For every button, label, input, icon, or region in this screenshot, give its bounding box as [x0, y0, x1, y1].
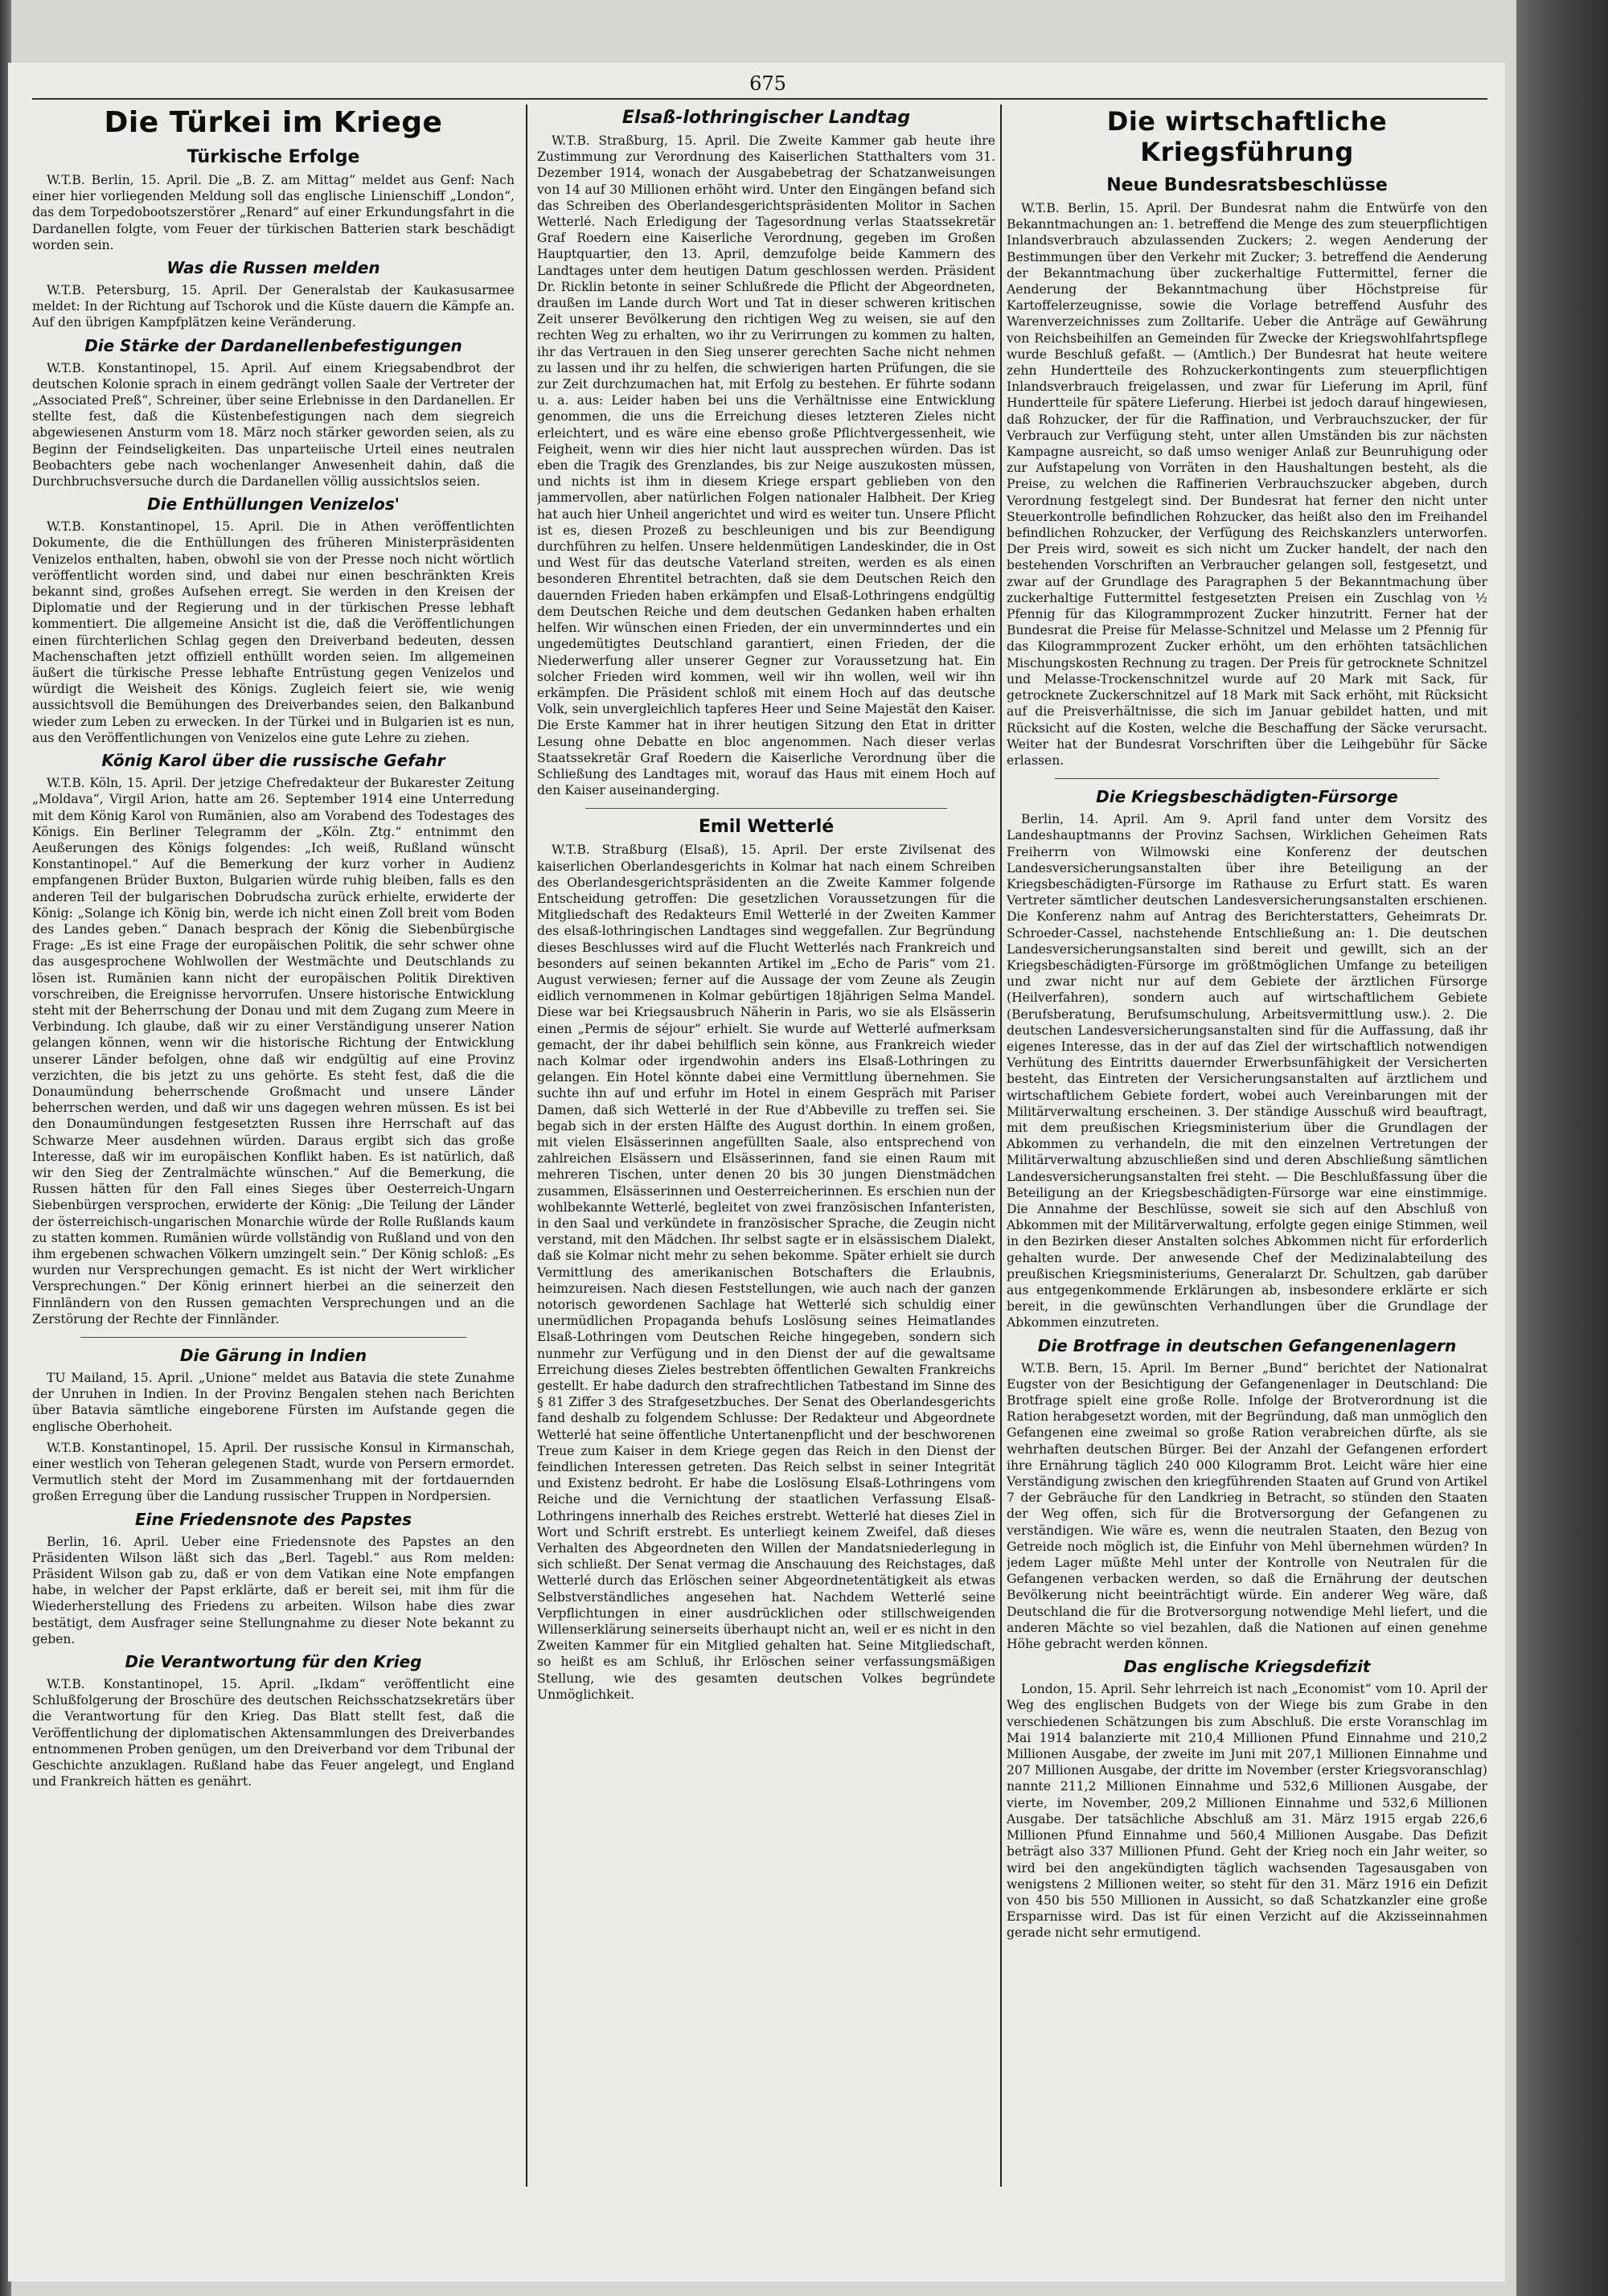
article-title: Eine Friedensnote des Papstes	[135, 1509, 412, 1529]
article-title: Die Stärke der Dardanellenbefestigungen	[84, 335, 462, 355]
article-paragraph: W.T.B. Köln, 15. April. Der jetzige Chefredakteur der Bukarester Zeitung „Moldava“, Virgil Arion, hatte am 26. September 1914 eine Unterredung mit dem König Karol von Rumänien, also am Vorabend des Todestages des Königs. Ein Berliner Telegramm der „Köln. Ztg.“ entnimmt den Aeußerungen des Königs folgendes: „Ich weiß, Rußland wünscht Konstantinopel.“ Auf die Bemerkung der kurz vorher in Audienz empfangenen Brüder Buxton, Bulgarien würde ruhig bleiben, falls es den anderen Teil der bulgarischen Dobrudscha zurück erhielte, erwiderte der König: „Solange ich König bin, werde ich nicht einen Zoll breit vom Boden des Landes geben.“ Danach besprach der König die Siebenbürgische Frage: „Es ist eine Frage der europäischen Politik, die sehr schwer ohne das ausgesprochene Wohlwollen der Westmächte und Deutschlands zu lösen ist. Rumänien kann nicht der europäischen Politik Direktiven vorschreiben, die Ereignisse hervorrufen. Unsere historische Entwicklung steht mit der Beherrschung der Donau und mit dem Zugang zum Meere in Verbindung. Ich glaube, daß wir zu einer Verständigung unserer Nation gelangen können, wenn wir die historische Richtung der Entwicklung unserer Länder befolgen, ohne daß wir endgültig auf eine Provinz verzichten, die bis jetzt zu uns gehörte. Es steht fest, daß die die Donaumündung beherrschende Großmacht und unsere Länder beherrschen werden, und daß wir uns dagegen wehren müssen. Es ist bei den Donaumündungen festgesetzten Russen ihre Herrschaft auf das Schwarze Meer ausdehnen würden. Daraus ergibt sich das große Interesse, daß wir im europäischen Konflikt haben. Es ist natürlich, daß wir den Sieg der Zentralmächte wünschen.“ Auf die Bemerkung, die Russen hätten für den Fall eines Sieges über Oesterreich-Ungarn Siebenbürgen versprochen, erwiderte der König: „Die Teilung der Länder der österreichisch-ungarischen Monarchie würde der Rolle Rußlands kaum zu statten kommen. Rumänien würde vollständig von Rußland und von den ihm ergebenen schwachen Völkern umzingelt sein.“ Der König schloß: „Es wurden nur Versprechungen gemacht. Es ist nicht der Wert wirklicher Versprechungen.“ Der König erinnert hierbei an die seinerzeit den Finnländern von den Russen gemachten Versprechungen und an die Zerstörung der Rechte der Finnländer.	[32, 776, 515, 1326]
article-paragraph: W.T.B. Konstantinopel, 15. April. „Ikdam“ veröffentlicht eine Schlußfolgerung der Broschüre des deutschen Reichsschatzsekretärs über die Verantwortung für den Krieg. Das Blatt stellt fest, daß die Veröffentlichung der diplomatischen Aktensammlungen des Dreiverbandes entnommenen Proben genügen, um den Dreiverband vor dem Tribunal der Geschichte anzuklagen. Rußland habe das Feuer angelegt, und England und Frankreich hätten es genährt.	[32, 1677, 515, 1790]
column-rule	[1000, 105, 1002, 2187]
article-title: König Karol über die russische Gefahr	[101, 751, 445, 771]
column-rule	[526, 105, 527, 2187]
article-paragraph: Berlin, 14. April. Am 9. April fand unter dem Vorsitz des Landeshauptmanns der Provinz Sachsen, Wirklichen Geheimen Rats Freiherrn von Wilmowski eine Konferenz der deutschen Landesversicherungsanstalten über ihre Beteiligung an der Kriegsbeschädigten-Fürsorge im Rathause zu Erfurt statt. Es waren Vertreter sämtlicher deutschen Landesversicherungsanstalten erschienen. Die Konferenz nahm auf Antrag des Berichterstatters, Geheimrats Dr. Schroeder-Cassel, nachstehende Entschließung an: 1. Die deutschen Landesversicherungsanstalten sind bereit und gewillt, sich an der Kriegsbeschädigten-Fürsorge im größtmöglichen Umfange zu beteiligen und zwar nicht nur auf dem Gebiete der ärztlichen Fürsorge (Heilverfahren), sondern auch auf wirtschaftlichem Gebiete (Berufsberatung, Berufsumschulung, Arbeitsvermittlung usw.). 2. Die deutschen Landesversicherungsanstalten sind für die Auffassung, daß ihr eigenes Interesse, das in der auf das Ziel der wirtschaftlich notwendigen Verhütung des Eintritts dauernder Erwerbsunfähigkeit der Versicherten besteht, das Eintreten der Versicherungsanstalten auf ärztlichem und wirtschaftlichem Gebiete fordert, wobei auch Vereinbarungen mit der Militärverwaltung erscheinen. 3. Der ständige Ausschuß wird beauftragt, mit dem preußischen Kriegsministerium über die Grundlagen der Abkommen zu verhandeln, die mit den einzelnen Vertretungen der Militärverwaltung abzuschließen sind und deren Abschließung sämtlichen Landesversicherungsanstalten frei steht. — Die Beschlußfassung über die Beteiligung an der Kriegsbeschädigten-Fürsorge war eine einstimmige. Die Annahme der Beschlüsse, soweit sie sich auf den Abschluß von Abkommen mit der Militärverwaltung, erfolgte gegen einige Stimmen, weil in den Bezirken dieser Anstalten solches Abkommen nicht für erforderlich gehalten wurde. Der anwesende Chef der Medizinalabteilung des preußischen Kriegsministeriums, Generalarzt Dr. Schultzen, gab darüber aus entgegenkommende Erklärungen ab, insbesondere erklärte er sich bereit, in die gewünschten Verhandlungen über die Grundlage der Abkommen einzutreten.	[1007, 812, 1487, 1330]
book-binding-edge	[1516, 0, 1608, 2296]
article-paragraph: W.T.B. Konstantinopel, 15. April. Der russische Konsul in Kirmanschah, einer westlich von Teheran gelegenen Stadt, wurde von Persern ermordet. Vermutlich steht der Mord im Zusammenhang mit der fortdauernden großen Erregung über die Landung russischer Truppen in Nordpersien.	[32, 1440, 515, 1504]
header-rule	[32, 98, 1487, 100]
article-title: Die Kriegsbeschädigten-Fürsorge	[1096, 787, 1398, 807]
column-middle	[537, 105, 995, 2275]
article-paragraph: W.T.B. Berlin, 15. April. Der Bundesrat nahm die Entwürfe von den Bekanntmachungen an: 1. betreffend die Menge des zum steuerpflichtigen Inlandsverbrauch abzulassenden Zuckers; 2. wegen Aenderung der Bestimmungen über den Verkehr mit Zucker; 3. betreffend die Aenderung der Bekanntmachung über zuckerhaltige Futtermittel, ferner die Aenderung der Bekanntmachung über Höchstpreise für Kartoffelerzeugnisse, sowie die Vorlage betreffend Ausfuhr des Warenverzeichnisses zum Zolltarife. Ueber die Anträge auf Gewährung von Reichsbeihilfen an Gemeinden für Zwecke der Kriegswohlfahrtspflege wurde Beschluß gefaßt. — (Amtlich.) Der Bundesrat hat heute weitere zehn Hundertteile des Rohzuckerkontingents zum steuerpflichtigen Inlandsverbrauch freigelassen, und zwar für Lieferung im April, fünf Hundertteile für spätere Lieferung. Hierbei ist jedoch darauf hingewiesen, daß Rohzucker, der für die Raffination, und Verbrauchszucker, der für Verbrauch zur Verfügung steht, unter allen Umständen bis zur nächsten Kampagne ausreicht, so daß umso weniger Anlaß zur Beunruhigung oder zur Aufstapelung von Vorräten in den Haushaltungen besteht, als die Preise, zu welchen die Raffinerien Verbrauchszucker abgeben, durch Verordnung festgelegt sind. Der Bundesrat hat ferner den nicht unter Steuerkontrolle befindlichen Rohzucker, das heißt also den im Freihandel befindlichen Rohzucker, der Verfügung des Reichskanzlers unterworfen. Der Preis wird, soweit es sich nicht um Zucker handelt, der nach den bestehenden Vorschriften an Verbraucher gelangen soll, festgesetzt, und zwar auf der Grundlage des Paragraphen 5 der Bekanntmachung über zuckerhaltige Futtermittel festgesetzten Preisen ein Zuschlag von ½ Pfennig für das Kilogrammprozent Zucker hinzutritt. Ferner hat der Bundesrat die Preise für Melasse-Schnitzel und Melasse um 2 Pfennig für das Kilogrammprozent Zucker erhöht, um den erhöhten tatsächlichen Mischungskosten Rechnung zu tragen. Der Preis für getrocknete Schnitzel und Melasse-Trockenschnitzel wurde auf 20 Mark mit Sack, für getrocknete Zuckerschnitzel auf 18 Mark mit Sack erhöht, mit Rücksicht auf die Preisverhältnisse, die sich im Januar gebildet hatten, und mit Rücksicht auf die Kosten, welche die Beschaffung der Säcke verursacht. Weiter hat der Bundesrat Vorschriften über die Leihgebühr für Säcke erlassen.	[1007, 201, 1487, 768]
column-headline: Elsaß-lothringischer Landtag	[621, 108, 911, 128]
article-paragraph: W.T.B. Bern, 15. April. Im Berner „Bund“ berichtet der Nationalrat Eugster von der Besichtigung der Gefangenenlager in Deutschland: Die Brotfrage spielt eine große Rolle. Infolge der Brotverordnung ist die Ration herabgesetzt worden, mit der Begründung, daß man unmöglich den Gefangenen eine zweimal so große Ration verabreichen dürfte, als sie wehrhaften deutschen Bürger. Bei der Anzahl der Gefangenen erfordert ihre Ernährung täglich 240 000 Kilogramm Brot. Leicht wäre hier eine Verständigung zwischen den kriegführenden Staaten auf Grund von Artikel 7 der Gebräuche für den Landkrieg in Betracht, so stünden den Staaten der Weg offen, sich für die Brotversorgung der Gefangenen zu verständigen. Wie wäre es, wenn die neutralen Staaten, den Bezug von Getreide noch möglich ist, die Einfuhr von Mehl übernehmen würden? In jedem Lager müßte Mehl unter der Kontrolle von Neutralen für die Gefangenen verbacken werden, so daß die Ernährung der deutschen Bevölkerung nicht beeinträchtigt würde. Ein anderer Weg wäre, daß Deutschland die für die Brotversorgung notwendige Mehl liefert, und die anderen Mächte so viel bezahlen, daß die Nationen auf einen genehme Höhe gebracht werden können.	[1007, 1360, 1487, 1652]
article-title: Das englische Kriegsdefizit	[1123, 1657, 1371, 1677]
column-headline: Die wirtschaftliche Kriegsführung	[1106, 106, 1388, 167]
page-number: 675	[749, 72, 786, 95]
article-title: Die Gärung in Indien	[179, 1346, 367, 1365]
article-paragraph: Berlin, 16. April. Ueber eine Friedensnote des Papstes an den Präsidenten Wilson läßt sich das „Berl. Tagebl.“ aus Rom melden: Präsident Wilson gab zu, daß er von dem Vatikan eine Note empfangen habe, in welcher der Papst erklärte, daß er bereit sei, mit ihm für die Wiederherstellung des Friedens zu arbeiten. Wilson habe dies zwar bestätigt, dem Ausfrager seine Stellungnahme zu dieser Note bekannt zu geben.	[32, 1534, 515, 1646]
article-separator	[80, 1337, 466, 1338]
article-paragraph: TU Mailand, 15. April. „Unione“ meldet aus Batavia die stete Zunahme der Unruhen in Indien. In der Provinz Bengalen stehen nach Berichten über Batavia sämtliche eingeborene Fürsten im Aufstande gegen die englische Oberhoheit.	[32, 1371, 515, 1434]
article-title: Was die Russen melden	[166, 258, 380, 278]
column-right	[1007, 105, 1487, 2275]
column-headline: Die Türkei im Kriege	[104, 106, 443, 139]
article-separator	[1055, 778, 1439, 779]
column-left	[32, 105, 515, 2275]
article-paragraph: W.T.B. Straßburg, 15. April. Die Zweite Kammer gab heute ihre Zustimmung zur Verordnung des Kaiserlichen Statthalters vom 31. Dezember 1914, wonach der Ausgabebetrag der Schatzanweisungen von 14 auf 30 Millionen erhöht wird. Unter den Eingängen befand sich das Schreiben des Oberlandesgerichtspräsidenten Molitor in Sachen Wetterlé. Nach Erledigung der Tagesordnung verlas Staatssekretär Graf Roedern eine Kaiserliche Verordnung, gegeben im Großen Hauptquartier, den 13. April, demzufolge beide Kammern des Landtages unter dem heutigen Datum geschlossen werden. Präsident Dr. Ricklin betonte in seiner Schlußrede die Pflicht der Abgeordneten, draußen im Lande durch Wort und Tat in dieser schweren kritischen Zeit unserer Bevölkerung den richtigen Weg zu weisen, sie auf den rechten Weg zu erhalten, wo ihr zu Verirrungen zu kommen zu halten, ihr das Vertrauen in den Sieg unserer gerechten Sache nicht nehmen zu lassen und ihr zu helfen, die schwierigen harten Prüfungen, die sie zur Zeit durchzumachen hat, mit Erfolg zu bestehen. Er führte sodann u. a. aus: Leider haben bei uns die Verhältnisse eine Entwicklung genommen, die uns die Erreichung dieses letzteren Zieles nicht erleichtert, und es wäre eine ebenso große Pflichtvergessenheit, wie Feigheit, wenn wir dies hier nicht laut aussprechen würden. Das ist eben die Tragik des Grenzlandes, bis zur Neige auszukosten müssen, und nichts ist ihm in diesem Kriege erspart geblieben von den jammervollen, aber natürlichen Folgen nationaler Halbheit. Der Krieg hat auch hier Unheil angerichtet und wird es weiter tun. Unsere Pflicht ist es, diesen Prozeß zu beschleunigen und bis zur Beendigung durchführen zu helfen. Unsere heldenmütigen Landeskinder, die in Ost und West für das deutsche Vaterland streiten, werden es als einen besonderen Ehrentitel betrachten, daß sie dem Deutschen Reich den dauernden Frieden haben erkämpfen und Elsaß-Lothringens endgültig dem Deutschen Reiche und dem deutschen Gedanken haben erhalten helfen. Wir wünschen einen Frieden, der ein unverminndertes und ein ungedemütigtes Deutschland garantiert, einen Frieden, der die Niederwerfung aller unserer Gegner zur Voraussetzung hat. Ein solcher Frieden wird kommen, weil wir ihn wollen, weil wir ihn erkämpfen. Die Präsident schloß mit einem Hoch auf das deutsche Volk, sein unvergleichlich tapferes Heer und Seine Majestät den Kaiser. Die Erste Kammer hat in ihrer heutigen Sitzung den Etat in dritter Lesung ohne Debatte en bloc angenommen. Nach dieser verlas Staatssekretär Graf Roedern die Kaiserliche Verordnung über die Schließung des Landtages mit, worauf das Haus mit einem Hoch auf den Kaiser auseinanderging.	[537, 133, 995, 798]
article-paragraph: W.T.B. Petersburg, 15. April. Der Generalstab der Kaukasusarmee meldet: In der Richtung auf Tschorok und die Küste dauern die Kämpfe an. Auf den übrigen Kampfplätzen keine Veränderung.	[32, 283, 515, 330]
article-title: Neue Bundesratsbeschlüsse	[1106, 175, 1388, 195]
article-separator	[585, 808, 947, 809]
article-paragraph: London, 15. April. Sehr lehrreich ist nach „Economist“ vom 10. April der Weg des englischen Budgets von der Wiege bis zum Grabe in den verschiedenen Schätzungen bis zum Abschluß. Die erste Voranschlag im Mai 1914 balanzierte mit 210,4 Millionen Pfund Einnahme und 210,2 Millionen Ausgabe, der zweite im Juni mit 207,1 Millionen Einnahme und 207 Millionen Ausgabe, der dritte im November (erster Kriegsvoranschlag) nannte 211,2 Millionen Einnahme und 532,6 Millionen Ausgabe, der vierte, im November, 209,2 Millionen Einnahme und 532,6 Millionen Ausgabe. Der tatsächliche Abschluß am 31. März 1915 ergab 226,6 Millionen Pfund Einnahme und 560,4 Millionen Ausgabe. Das Defizit beträgt also 337 Millionen Pfund. Geht der Krieg noch ein Jahr weiter, so wird bei den angekündigten täglich wachsenden Tagesausgaben von wenigstens 2 Millionen weiter, so steht für den 31. März 1916 ein Defizit von 450 bis 550 Millionen in Aussicht, so daß Schatzkanzler eine große Ersparnisse wird. Das ist für einen Verzicht auf die Akzisseinnahmen gerade nicht sehr ermutigend.	[1007, 1682, 1487, 1941]
article-paragraph: W.T.B. Berlin, 15. April. Die „B. Z. am Mittag“ meldet aus Genf: Nach einer hier vorliegenden Meldung soll das englische Linienschiff „London“, das dem Torpedobootszerstörer „Renard“ auf einer Erkundungsfahrt in die Dardanellen folgte, vom Feuer der türkischen Batterien stark beschädigt worden sein.	[32, 173, 515, 252]
article-title: Emil Wetterlé	[698, 817, 835, 838]
article-title: Türkische Erfolge	[187, 147, 360, 167]
article-title: Die Verantwortung für den Krieg	[125, 1652, 422, 1672]
article-title: Die Enthüllungen Venizelos'	[147, 494, 400, 515]
article-title: Die Brotfrage in deutschen Gefangenenlagern	[1037, 1335, 1457, 1355]
article-paragraph: W.T.B. Konstantinopel, 15. April. Die in Athen veröffentlichten Dokumente, die die Enthüllungen des früheren Ministerpräsidenten Venizelos enthalten, haben, obwohl sie von der Presse noch nicht wörtlich veröffentlicht worden sind, und dabei nur einen beschränkten Kreis bekannt sind, großes Aufsehen erregt. Sie werden in den Kreisen der Diplomatie und der Regierung und in der türkischen Presse lebhaft kommentiert. Die allgemeine Ansicht ist die, daß die Veröffentlichungen einen fürchterlichen Schlag gegen den Dreiverband bedeuten, dessen Machenschaften jetzt offiziell enthüllt worden seien. Im allgemeinen äußert die türkische Presse lebhafte Entrüstung gegen Venizelos und würdigt die Weisheit des Königs. Zugleich feiert sie, wie wenig aussichtsvoll die Bemühungen des Dreiverbandes seien, den Balkanbund wieder zum Leben zu erwecken. In der Türkei und in Bulgarien ist es nun, aus den Veröffentlichungen von Venizelos eine gute Lehre zu ziehen.	[32, 519, 515, 745]
article-paragraph: W.T.B. Konstantinopel, 15. April. Auf einem Kriegsabendbrot der deutschen Kolonie sprach in einem gedrängt vollen Saale der Vertreter der „Associated Preß“, Schreiner, über seine Erlebnisse in den Dardanellen. Er stellte fest, daß die Küstenbefestigungen nach dem siegreich abgewiesenen Ansturm vom 18. März noch stärker geworden seien, als zu Beginn der Feindseligkeiten. Das unparteiische Urteil eines neutralen Beobachters gebe nach wochenlanger Anwesenheit dahin, daß die Durchbruchsversuche durch die Dardanellen völlig aussichtslos seien.	[32, 360, 515, 490]
article-paragraph: W.T.B. Straßburg (Elsaß), 15. April. Der erste Zivilsenat des kaiserlichen Oberlandesgerichts in Kolmar hat nach einem Schreiben des Oberlandesgerichtspräsidenten an die Zweite Kammer folgende Entscheidung getroffen: Die gesetzlichen Voraussetzungen für die Mitgliedschaft des Redakteurs Emil Wetterlé in der Zweiten Kammer des elsaß-lothringischen Landtages sind weggefallen. Zur Begründung dieses Beschlusses wird auf die Flucht Wetterlés nach Frankreich und besonders auf seinen bekannten Artikel im „Echo de Paris“ vom 21. August verwiesen; ferner auf die Aussage der vom Zeune als Zeugin eidlich vernommenen in Kolmar gebürtigen 18jährigen Selma Mandel. Diese war bei Kriegsausbruch Näherin in Paris, wo sie als Elsässerin einen „Permis de séjour“ erhielt. Sie wurde auf Wetterlé aufmerksam gemacht, der ihr dabei behilflich sein könne, aus Frankreich wieder nach Kolmar oder irgendwohin anders ins Elsaß-Lothringen zu gelangen. Ein Hotel könnte dabei eine Vermittlung übernehmen. Sie suchte ihn auf und erfuhr im Hotel in einem Gespräch mit Pariser Damen, daß sich Wetterlé in der Rue d'Abbeville zu treffen sei. Sie begab sich in der ersten Hälfte des August dorthin. In einem großen, mit vielen Elsässerinnen angefüllten Saale, also entsprechend von zahlreichen Elsässern und Elsässerinnen, fand sie einen Raum mit mehreren Tischen, unter denen 20 bis 30 jungen Dienstmädchen zusammen, Elsässerinnen und Oesterreicherinnen. Es erschien nun der wohlbekannte Wetterlé, begleitet von zwei französischen Infanteristen, in den Saal und verkündete in französischer Sprache, die Zeugin nicht verstand, mit den Mädchen. Ihr selbst sagte er in elsässischem Dialekt, daß sie Kolmar nicht mehr zu sehen bekomme. Später erhielt sie durch Vermittlung des amerikanischen Botschafters die Erlaubnis, heimzureisen. Nach diesen Feststellungen, wie auch nach der ganzen notorisch gewordenen Sachlage hat Wetterlé sich schuldig einer unermüdlichen Propaganda behufs Loslösung seines Heimatlandes Elsaß-Lothringen vom Deutschen Reiche hingegeben, sondern sich nunmehr zur Verfügung und in den Dienst der auf die gewaltsame Erreichung dieses Zieles bestrebten öffentlichen Gewalten Frankreichs gestellt. Er habe dadurch den strafrechtlichen Tatbestand im Sinne des § 81 Ziffer 3 des Strafgesetzbuches. Der Senat des Oberlandesgerichts fand deshalb zu folgendem Schlusse: Der Redakteur und Abgeordnete Wetterlé hat seine öffentliche Untertanenpflicht und der beschworenen Treue zum Kaiser in dem Kriege gegen das Reich in den Dienst der feindlichen Interessen getreten. Das Reich selbst in seiner Integrität und Existenz bedroht. Er habe die Loslösung Elsaß-Lothringens vom Reiche und die Vernichtung der staatlichen Verfassung Elsaß-Lothringens innerhalb des Reiches erstrebt. Wetterlé hat dieses Ziel in Wort und Schrift erstrebt. Es unterliegt keinem Zweifel, daß dieses Verhalten des Abgeordneten den Willen der Mandatsniederlegung in sich schließt. Der Senat vermag die Anschauung des Reichstages, daß Wetterlé durch das Erlöschen seiner Abgeordnetentätigkeit als etwas Selbstverständliches angesehen hat. Nachdem Wetterlé seine Verpflichtungen in einer ausdrücklichen oder stillschweigenden Willenserklärung seinerseits überhaupt nicht an, weil er es nicht in den Zweiten Kammer für ein Mitglied gehalten hat. Seine Mitgliedschaft, so heißt es am Schluß, ihr Erlöschen seiner verfassungsmäßigen Stellung, wie des gesamten deutschen Volkes begründete Unmöglichkeit.	[537, 843, 995, 1702]
